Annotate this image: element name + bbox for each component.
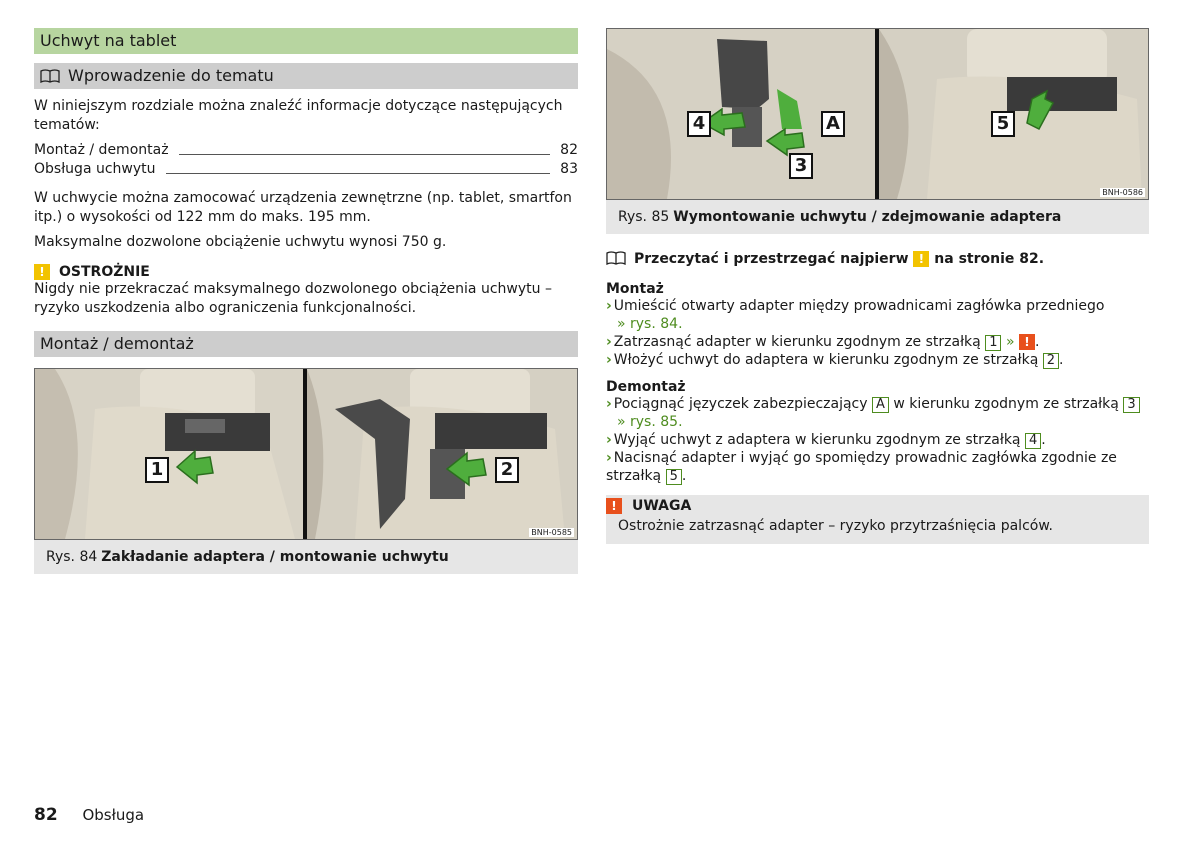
step-item: › Pociągnąć języczek zabezpieczający A w kierunku zgodnym ze strzałką 3 » rys. 85. bbox=[606, 395, 1149, 431]
figure-label: A bbox=[821, 111, 845, 137]
toc-item[interactable]: Montaż / demontaż 82 bbox=[34, 142, 578, 158]
caution-text: Nigdy nie przekraczać maksymalnego dozwolonego obciążenia uchwytu – ryzyko uszkodzenia albo ograniczenia funkcjonalności. bbox=[34, 281, 552, 316]
paragraph: W uchwycie można zamocować urządzenia zewnętrzne (np. tablet, smartfon itp.) o wysokości od 122 mm do maks. 195 mm. bbox=[34, 190, 572, 225]
figure-84-caption: Rys. 84 Zakładanie adaptera / montowanie uchwytu bbox=[34, 540, 578, 574]
book-icon bbox=[40, 69, 60, 83]
figure-label: 2 bbox=[495, 457, 519, 483]
exclamation-icon[interactable]: ! bbox=[913, 251, 929, 267]
step-item: › Nacisnąć adapter i wyjąć go spomiędzy prowadnic zagłówka zgodnie ze strzałką 5 . bbox=[606, 450, 1117, 484]
step-item: › Umieścić otwarty adapter między prowadnicami zagłówka przedniego » rys. 84. bbox=[606, 298, 1105, 332]
figure-label: 4 bbox=[687, 111, 711, 137]
section-title: Uchwyt na tablet bbox=[34, 28, 578, 54]
right-column bbox=[606, 28, 1149, 544]
figure-link[interactable]: » rys. 84. bbox=[617, 316, 683, 332]
exclamation-icon: ! bbox=[606, 498, 622, 514]
toc-list bbox=[34, 141, 578, 179]
paragraph: Maksymalne dozwolone obciążenie uchwytu wynosi 750 g. bbox=[34, 234, 447, 250]
figure-85-caption: Rys. 85 Wymontowanie uchwytu / zdejmowanie adaptera bbox=[606, 200, 1149, 234]
caution-block bbox=[34, 264, 578, 318]
figure-label: 5 bbox=[991, 111, 1015, 137]
intro-heading: Wprowadzenie do tematu bbox=[34, 63, 578, 89]
exclamation-icon: ! bbox=[34, 264, 50, 280]
figure-code: BNH-0585 bbox=[531, 528, 572, 537]
book-icon bbox=[606, 251, 626, 265]
figure-85 bbox=[606, 28, 1149, 200]
page-footer bbox=[34, 805, 144, 825]
toc-item[interactable]: Obsługa uchwytu 83 bbox=[34, 161, 578, 177]
caution-heading: ! OSTROŻNIE bbox=[34, 264, 578, 280]
figure-code: BNH-0586 bbox=[1102, 188, 1143, 197]
read-first-note: Przeczytać i przestrzegać najpierw ! na stronie 82. bbox=[606, 250, 1149, 268]
left-column bbox=[34, 28, 578, 574]
exclamation-icon[interactable]: ! bbox=[1019, 334, 1035, 350]
figure-84-image bbox=[35, 369, 577, 539]
figure-label: 3 bbox=[789, 153, 813, 179]
figure-label: 1 bbox=[145, 457, 169, 483]
note-heading: ! UWAGA bbox=[606, 495, 1149, 517]
footer-section: Obsługa bbox=[82, 806, 145, 824]
note-block bbox=[606, 495, 1149, 544]
figure-link[interactable]: » rys. 85. bbox=[617, 414, 683, 430]
demontaz-title: Demontaż bbox=[606, 379, 686, 395]
step-item: › Włożyć uchwyt do adaptera w kierunku zgodnym ze strzałką 2 . bbox=[606, 352, 1064, 368]
step-item: › Wyjąć uchwyt z adaptera w kierunku zgodnym ze strzałką 4 . bbox=[606, 432, 1046, 448]
intro-text: W niniejszym rozdziale można znaleźć informacje dotyczące następujących tematów: bbox=[34, 98, 563, 133]
page-number: 82 bbox=[34, 805, 58, 825]
figure-84 bbox=[34, 368, 578, 540]
step-item: › Zatrzasnąć adapter w kierunku zgodnym ze strzałką 1 » ! . bbox=[606, 334, 1040, 350]
note-text: Ostrożnie zatrzasnąć adapter – ryzyko przytrzaśnięcia palców. bbox=[618, 518, 1053, 534]
warning-link[interactable]: » bbox=[1005, 334, 1015, 350]
mount-heading: Montaż / demontaż bbox=[34, 331, 578, 357]
montaz-title: Montaż bbox=[606, 281, 664, 297]
